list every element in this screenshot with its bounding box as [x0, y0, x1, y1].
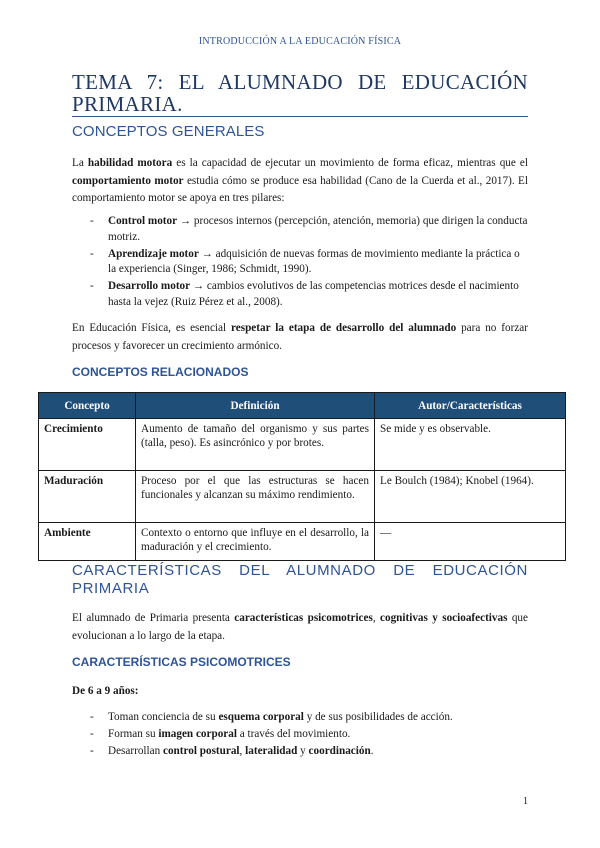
pillars-list: [72, 214, 528, 312]
text-run: → adquisición de nuevas formas de movimiento mediante la práctica o la experiencia (Singer, 1986; Schmidt, 1990).: [108, 247, 520, 275]
title-underline: [72, 116, 528, 117]
bold-run: control postural: [162, 745, 240, 757]
column-header: Autor/Características: [375, 393, 566, 419]
column-header: Definición: [136, 393, 375, 419]
subsection-heading-related: CONCEPTOS RELACIONADOS: [72, 365, 249, 379]
bold-run: esquema corporal: [218, 711, 304, 723]
table-header-row: [39, 393, 566, 419]
page-title: [72, 71, 528, 115]
text-run: Toman conciencia de su: [108, 711, 219, 723]
title-text: TEMA 7: EL ALUMNADO DE EDUCACIÓN PRIMARIA.: [72, 70, 528, 116]
definition-cell: Aumento de tamaño del organismo y sus partes (talla, peso). Es asincrónico y por brotes.: [136, 419, 375, 471]
bold-run: lateralidad: [245, 745, 298, 757]
column-header: Concepto: [39, 393, 136, 419]
text-run: → procesos internos (percepción, atención, memoria) que dirigen la conducta motriz.: [108, 215, 528, 243]
table-row: [39, 471, 566, 523]
dash-bullet: -: [90, 215, 94, 227]
dash-bullet: -: [90, 745, 94, 757]
dash-bullet: -: [90, 280, 94, 292]
text-run: es la capacidad de ejecutar un movimiento de forma eficaz, mientras que el: [172, 157, 528, 169]
table-row: [39, 419, 566, 471]
bold-run: coordinación: [308, 745, 371, 757]
age-range-label: De 6 a 9 años:: [72, 685, 139, 697]
text-run: y: [297, 745, 309, 757]
text-run: a través del movimiento.: [236, 728, 351, 740]
author-cell: —: [375, 523, 566, 561]
list-item: [72, 279, 528, 310]
bold-run: Control motor: [108, 215, 178, 227]
concepts-table: [38, 392, 566, 561]
author-cell: Se mide y es observable.: [375, 419, 566, 471]
definition-cell: Contexto o entorno que influye en el desarrollo, la maduración y el crecimiento.: [136, 523, 375, 561]
text-run: ,: [372, 612, 381, 624]
text-run: Forman su: [108, 728, 159, 740]
text-run: Desarrollan: [108, 745, 163, 757]
list-item: [72, 214, 528, 245]
text-run: → cambios evolutivos de las competencias motrices desde el nacimiento hasta la vejez (Ruiz Pérez et al., 2008).: [108, 280, 519, 308]
bold-run: Aprendizaje motor: [108, 247, 199, 260]
section-heading-general: CONCEPTOS GENERALES: [72, 123, 265, 140]
text-run: .: [370, 745, 374, 757]
author-cell: Le Boulch (1984); Knobel (1964).: [375, 471, 566, 523]
text-run: La: [72, 157, 88, 169]
text-run: ,: [239, 745, 246, 757]
text-run: que evolucionan a lo largo de la etapa.: [72, 612, 528, 642]
table-row: [39, 523, 566, 561]
page-number: 1: [523, 796, 528, 807]
psico-list: [72, 710, 528, 761]
subsection-heading-psico: CARACTERÍSTICAS PSICOMOTRICES: [72, 655, 291, 669]
bold-run: Desarrollo motor: [108, 280, 191, 292]
list-item: [72, 710, 528, 726]
text-run: y de sus posibilidades de acción.: [303, 711, 453, 723]
bold-run: habilidad motora: [87, 157, 173, 169]
list-item: [72, 744, 528, 760]
dash-bullet: -: [90, 247, 94, 260]
intro-paragraph: [72, 155, 528, 208]
bold-run: cognitivas y socioafectivas: [380, 612, 508, 624]
bold-run: características psicomotrices: [234, 612, 373, 624]
text-run: para no forzar procesos y favorecer un crecimiento armónico.: [72, 322, 529, 352]
closing-paragraph: [72, 320, 528, 355]
bold-run: respetar la etapa de desarrollo del alumnado: [231, 322, 457, 334]
characteristics-intro: [72, 610, 528, 645]
dash-bullet: -: [90, 711, 94, 723]
bold-run: comportamiento motor: [72, 174, 184, 187]
text-run: estudia cómo se produce esa habilidad (Cano de la Cuerda et al., 2017). El comportamiento motor se apoya en tres pilares:: [72, 174, 528, 204]
concept-cell: Crecimiento: [39, 419, 136, 471]
section-heading-characteristics: CARACTERÍSTICAS DEL ALUMNADO DE EDUCACIÓN PRIMARIA: [72, 562, 528, 597]
concept-cell: Maduración: [39, 471, 136, 523]
text-run: El alumnado de Primaria presenta: [72, 612, 235, 624]
list-item: [72, 727, 528, 743]
list-item: [72, 247, 528, 278]
concept-cell: Ambiente: [39, 523, 136, 561]
definition-cell: Proceso por el que las estructuras se hacen funcionales y alcanzan su máximo rendimiento.: [136, 471, 375, 523]
running-header: INTRODUCCIÓN A LA EDUCACIÓN FÍSICA: [198, 36, 402, 47]
bold-run: imagen corporal: [158, 728, 237, 740]
dash-bullet: -: [90, 728, 94, 740]
text-run: En Educación Física, es esencial: [72, 322, 231, 334]
